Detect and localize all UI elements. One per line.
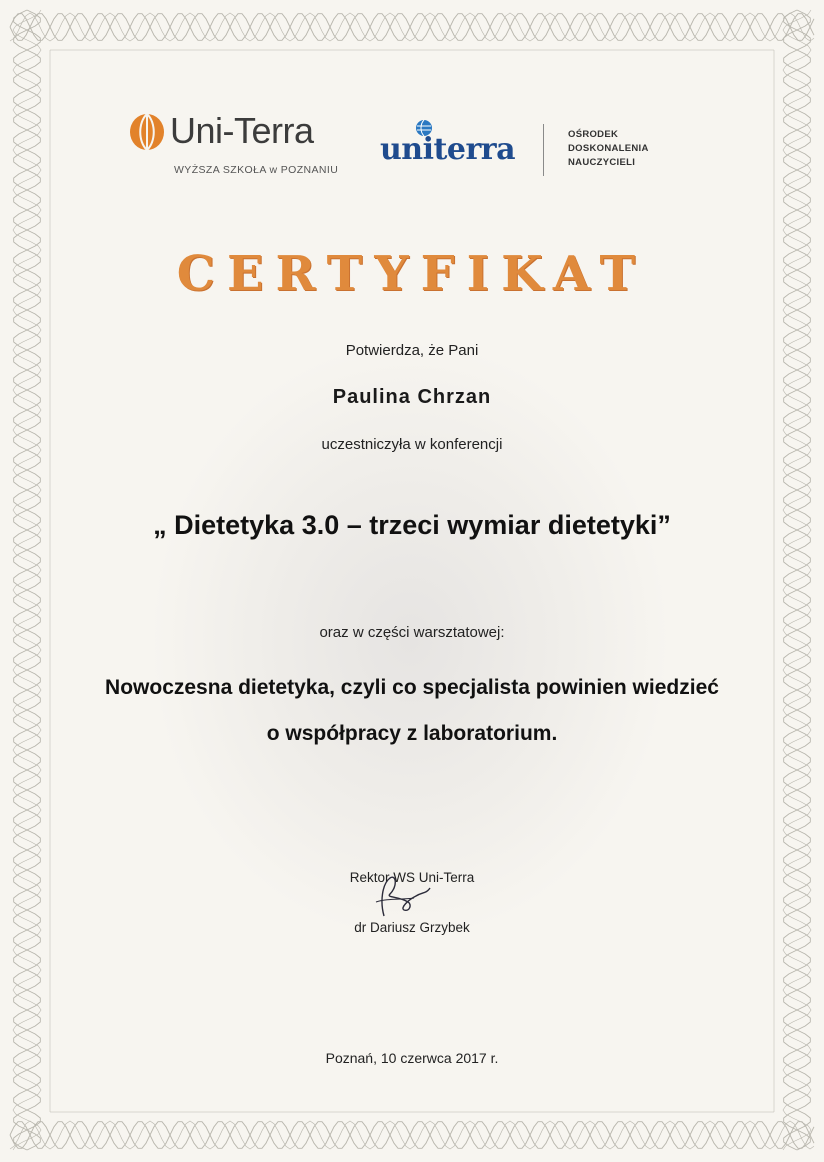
uni-terra-logo [128,106,353,176]
logo-header [0,100,824,190]
odn-label [568,128,649,170]
signatory-role: Rektor WS Uni-Terra [349,870,475,885]
uni-terra-logo-name: Uni-Terra [170,110,314,151]
signatory-name: dr Dariusz Grzybek [354,920,470,935]
odn-label-line: NAUCZYCIELI [568,157,636,168]
workshop-intro: oraz w części warsztatowej: [319,624,505,641]
conference-title: „ Dietetyka 3.0 – trzeci wymiar dietetyki” [153,510,671,540]
place-and-date: Poznań, 10 czerwca 2017 r. [325,1050,499,1066]
handwritten-signature [368,872,438,922]
uni-terra-logo-subtitle: WYŻSZA SZKOŁA w POZNANIU [174,164,339,176]
participated-text: uczestniczyła w konferencji [321,436,503,453]
workshop-title-line: Nowoczesna dietetyka, czyli co specjalista powinien wiedzieć [105,676,719,699]
uniterra-logo-name: uniterra [380,132,516,167]
logo-divider [543,124,544,176]
certificate-title: CERTYFIKAT [176,246,648,302]
recipient-name: Paulina Chrzan [332,386,492,408]
workshop-title-line: o współpracy z laboratorium. [266,722,558,745]
confirm-text: Potwierdza, że Pani [345,342,479,359]
odn-label-line: DOSKONALENIA [568,143,649,154]
uniterra-logo [380,118,520,178]
odn-label-line: OŚRODEK [568,129,619,140]
uni-terra-emblem-icon [128,112,166,152]
